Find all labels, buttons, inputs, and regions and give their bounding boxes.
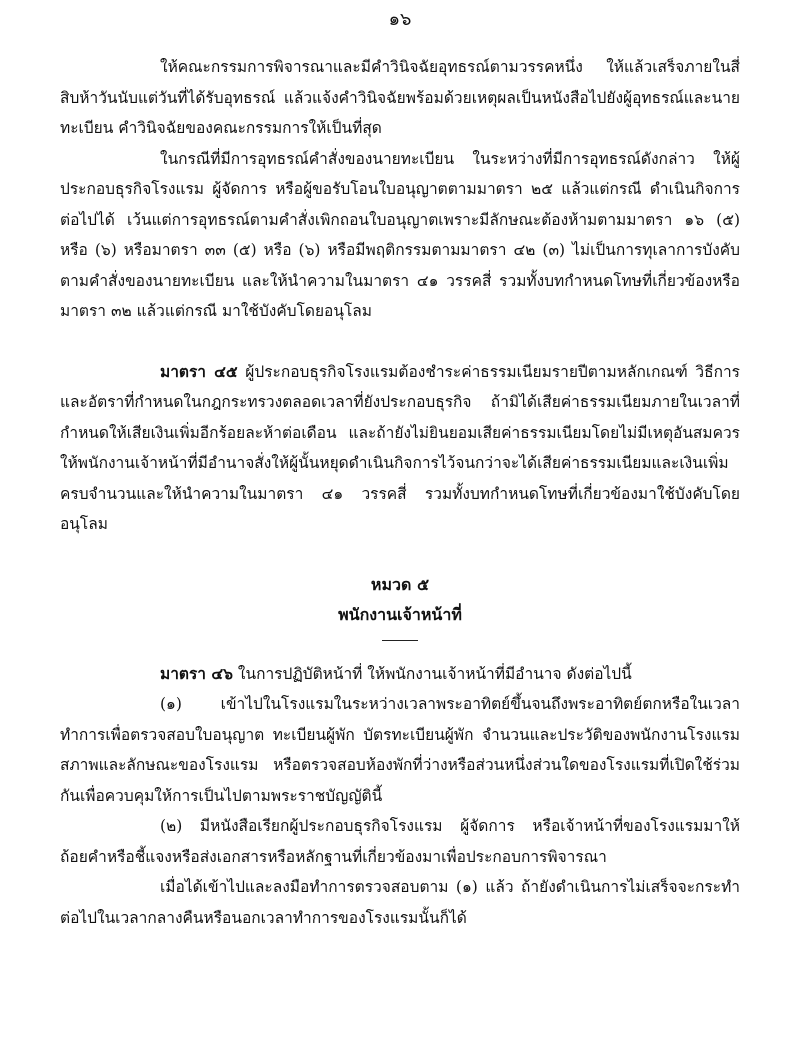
chapter-title: พนักงานเจ้าหน้าที่ [338, 604, 462, 624]
document-body [60, 52, 740, 933]
chapter-number: หมวด ๕ [370, 574, 430, 594]
chapter-divider [382, 640, 418, 641]
item-2: (๒) มีหนังสือเรียกผู้ประกอบธุรกิจโรงแรม ผู้จัดการ หรือเจ้าหน้าที่ของโรงแรมมาให้ถ้อยคำหรือชี้แจงหรือส่งเอกสารหรือหลักฐานที่เกี่ยวข้องมาเพื่อประกอบการพิจารณา [60, 817, 740, 866]
section-46-label: มาตรา ๔๖ [160, 663, 233, 683]
item-1: (๑) เข้าไปในโรงแรมในระหว่างเวลาพระอาทิตย์ขึ้นจนถึงพระอาทิตย์ตกหรือในเวลาทำการเพื่อตรวจสอบใบอนุญาต ทะเบียนผู้พัก บัตรทะเบียนผู้พัก จำนวนและประวัติของพนักงานโรงแรมสภาพและลักษณะของโรงแรม หรือตรวจสอบห้องพักที่ว่างหรือส่วนหนึ่งส่วนใดของโรงแรมที่เปิดใช้ร่วมกันเพื่อควบคุมให้การเป็นไปตามพระราชบัญญัตินี้ [60, 695, 740, 805]
page-number: ๑๖ [388, 9, 412, 30]
section-45 [60, 357, 740, 540]
spacer [60, 327, 740, 357]
paragraph-appeal-decision: ให้คณะกรรมการพิจารณาและมีคำวินิจฉัยอุทธรณ์ตามวรรคหนึ่ง ให้แล้วเสร็จภายในสี่สิบห้าวันนับแต่วันที่ได้รับอุทธรณ์ แล้วแจ้งคำวินิจฉัยพร้อมด้วยเหตุผลเป็นหนังสือไปยังผู้อุทธรณ์และนายทะเบียน คำวินิจฉัยของคณะกรรมการให้เป็นที่สุด [60, 58, 740, 137]
section-45-text: ผู้ประกอบธุรกิจโรงแรมต้องชำระค่าธรรมเนียมรายปีตามหลักเกณฑ์ วิธีการและอัตราที่กำหนดในกฎกระทรวงตลอดเวลาที่ยังประกอบธุรกิจ ถ้ามิได้เสียค่าธรรมเนียมภายในเวลาที่กำหนดให้เสียเงินเพิ่มอีกร้อยละห้าต่อเดือน และถ้ายังไม่ยินยอมเสียค่าธรรมเนียมโดยไม่มีเหตุอันสมควรให้พนักงานเจ้าหน้าที่มีอำนาจสั่งให้ผู้นั้นหยุดดำเนินกิจการไว้จนกว่าจะได้เสียค่าธรรมเนียมและเงินเพิ่มครบจำนวนและให้นำความในมาตรา ๔๑ วรรคสี่ รวมทั้งบทกำหนดโทษที่เกี่ยวข้องมาใช้บังคับโดยอนุโลม [60, 362, 740, 533]
spacer [60, 540, 740, 570]
section-45-label: มาตรา ๔๕ [160, 361, 238, 381]
paragraph-appeal-pending: ในกรณีที่มีการอุทธรณ์คำสั่งของนายทะเบียน ในระหว่างที่มีการอุทธรณ์ดังกล่าว ให้ผู้ประกอบธุรกิจโรงแรม ผู้จัดการ หรือผู้ขอรับโอนใบอนุญาตตามมาตรา ๒๕ แล้วแต่กรณี ดำเนินกิจการต่อไปได้ เว้นแต่การอุทธรณ์ตามคำสั่งเพิกถอนใบอนุญาตเพราะมีลักษณะต้องห้ามตามมาตรา ๑๖ (๕) หรือ (๖) หรือมาตรา ๓๓ (๕) หรือ (๖) หรือมีพฤติกรรมตามมาตรา ๔๒ (๓) ไม่เป็นการทุเลาการบังคับตามคำสั่งของนายทะเบียน และให้นำความในมาตรา ๔๑ วรรคสี่ รวมทั้งบทกำหนดโทษที่เกี่ยวข้องหรือมาตรา ๓๒ แล้วแต่กรณี มาใช้บังคับโดยอนุโลม [60, 149, 740, 320]
item-night-inspection: เมื่อได้เข้าไปและลงมือทำการตรวจสอบตาม (๑) แล้ว ถ้ายังดำเนินการไม่เสร็จจะกระทำต่อไปในเวลากลางคืนหรือนอกเวลาทำการของโรงแรมนั้นก็ได้ [60, 878, 740, 927]
section-46-text: ในการปฏิบัติหน้าที่ ให้พนักงานเจ้าหน้าที่มีอำนาจ ดังต่อไปนี้ [232, 664, 632, 683]
section-46 [60, 659, 740, 690]
